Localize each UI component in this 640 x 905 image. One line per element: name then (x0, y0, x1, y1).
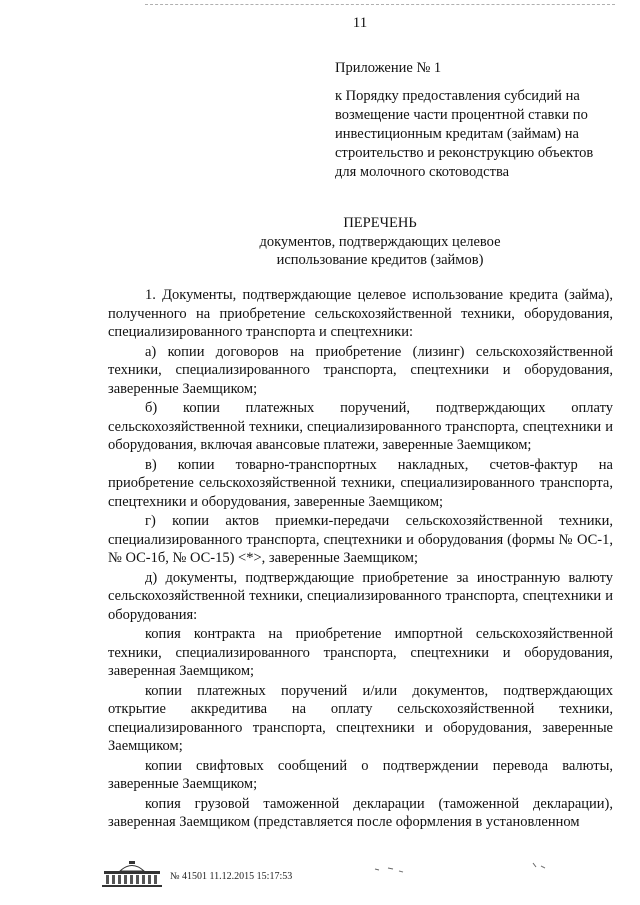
appendix-line: возмещение части процентной ставки по (335, 107, 588, 123)
paragraph-swift: копии свифтовых сообщений о подтверждении перевода валюты, заверенные Заемщиком; (108, 757, 613, 792)
paragraph-v: в) копии товарно-транспортных накладных, счетов-фактур на приобретение сельскохозяйственной техники, специализированного транспорта, спецтехники и оборудования, заверенные Заемщиком; (108, 456, 613, 510)
paragraph-a: а) копии договоров на приобретение (лизинг) сельскохозяйственной техники, специализированного транспорта, спецтехники и оборудования, заверенные Заемщиком; (108, 343, 613, 397)
scan-noise-marks (373, 859, 573, 879)
appendix-line: к Порядку предоставления субсидий на (335, 88, 580, 104)
footer (98, 859, 638, 893)
paragraph-1: 1. Документы, подтверждающие целевое использование кредита (займа), полученного на приобретение сельскохозяйственной техники, оборудования, специализированного транспорта и спецтехники: (108, 287, 613, 340)
registration-stamp: № 41501 11.12.2015 15:17:53 (170, 871, 293, 882)
scan-top-edge-marks (145, 4, 615, 9)
paragraph-payments: копии платежных поручений и/или документов, подтверждающих открытие аккредитива на оплату сельскохозяйственной техники, специализированного транспорта, спецтехники и оборудования, заверенные Заемщиком; (108, 682, 613, 754)
building-seal-icon (98, 859, 166, 889)
heading-subtitle-line: использование кредитов (займов) (276, 252, 484, 268)
appendix-line: строительство и реконструкцию объектов (335, 145, 594, 161)
appendix-line: инвестиционным кредитам (займам) на (335, 126, 579, 142)
paragraph-customs: копия грузовой таможенной декларации (таможенной декларации), заверенная Заемщиком (представляется после оформления в установленном (108, 795, 613, 830)
paragraph-b: б) копии платежных поручений, подтверждающих оплату сельскохозяйственной техники, специализированного транспорта, спецтехники и оборудования, включая авансовые платежи, заверенные Заемщиком; (108, 400, 613, 453)
heading-subtitle-line: документов, подтверждающих целевое (259, 233, 501, 250)
paragraph-g: г) копии актов приемки-передачи сельскохозяйственной техники, специализированного транспорта, спецтехники и оборудования (формы № ОС-1, № ОС-1б, № ОС-15) <*>, заверенные Заемщиком; (108, 513, 613, 566)
body-text (108, 286, 613, 833)
paragraph-contract: копия контракта на приобретение импортной сельскохозяйственной техники, специализированного транспорта, спецтехники и оборудования, заверенная Заемщиком; (108, 626, 613, 679)
document-heading (110, 214, 640, 270)
page-number: 11 (352, 15, 368, 31)
appendix-line: для молочного скотоводства (335, 164, 510, 180)
appendix-block (335, 59, 625, 182)
heading-title: ПЕРЕЧЕНЬ (343, 215, 417, 231)
appendix-title: Приложение № 1 (335, 60, 442, 76)
paragraph-d: д) документы, подтверждающие приобретение за иностранную валюту сельскохозяйственной техники, специализированного транспорта, спецтехники и оборудования: (108, 569, 613, 623)
